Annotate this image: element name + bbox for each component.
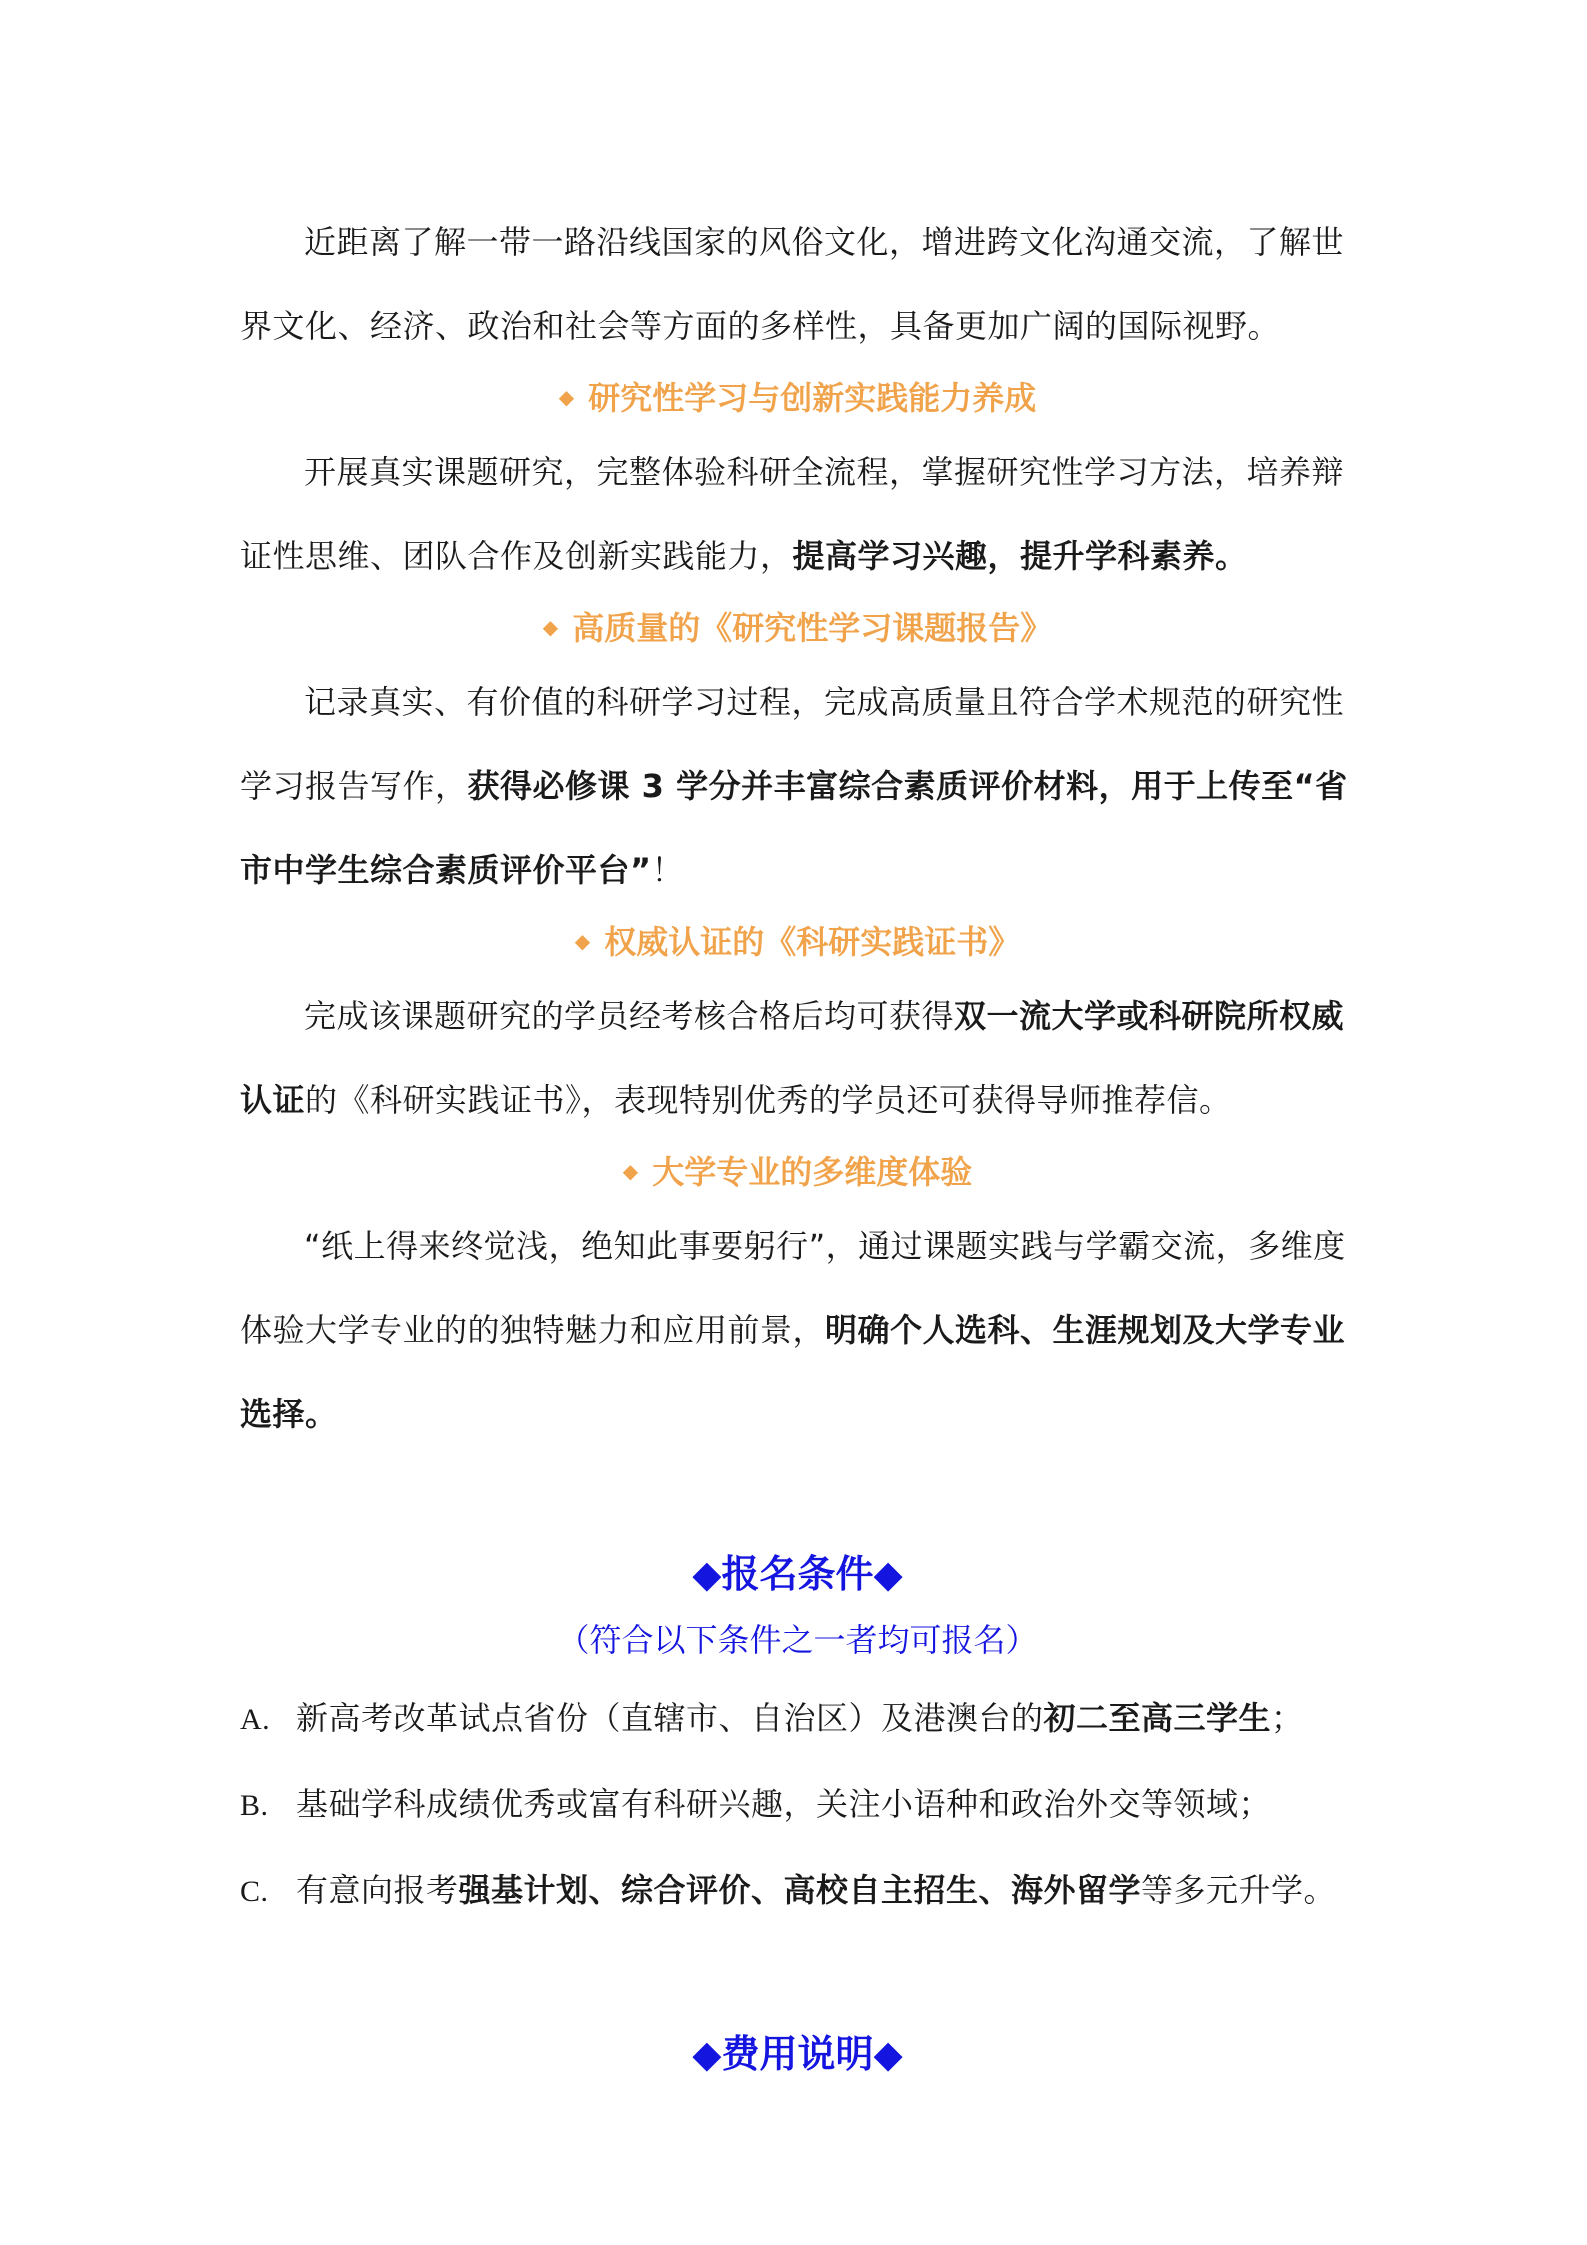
diamond-icon: ◆ [542, 615, 559, 639]
enroll-subtitle: （符合以下条件之一者均可报名） [557, 1621, 1038, 1659]
section-paragraph: 开展真实课题研究，完整体验科研全流程，掌握研究性学习方法，培养辩证性思维、团队合作及创新实践能力，提高学习兴趣，提升学科素养。 [240, 453, 1345, 575]
list-item: A. 新高考改革试点省份（直辖市、自治区）及港澳台的初二至高三学生； [240, 1699, 1304, 1737]
section-heading: ◆ 权威认证的《科研实践证书》 [574, 923, 1021, 961]
section-heading: ◆ 高质量的《研究性学习课题报告》 [542, 609, 1053, 647]
section-paragraph: 记录真实、有价值的科研学习过程，完成高质量且符合学术规范的研究性学习报告写作，获得必修课 3 学分并丰富综合素质评价材料，用于上传至“省市中学生综合素质评价平台”！ [240, 683, 1348, 889]
section-heading: ◆ 研究性学习与创新实践能力养成 [558, 379, 1037, 417]
diamond-icon: ◆ [558, 385, 575, 409]
list-item: C. 有意向报考强基计划、综合评价、高校自主招生、海外留学等多元升学。 [240, 1871, 1337, 1909]
section-paragraph: “纸上得来终觉浅，绝知此事要躬行”，通过课题实践与学霸交流，多维度体验大学专业的的独特魅力和应用前景，明确个人选科、生涯规划及大学专业选择。 [240, 1227, 1346, 1433]
diamond-icon: ◆ [574, 929, 591, 953]
list-item: B. 基础学科成绩优秀或富有科研兴趣，关注小语种和政治外交等领域； [240, 1785, 1272, 1823]
enroll-title: ◆报名条件◆ [692, 1552, 903, 1596]
document-page [240, 200, 1355, 2084]
diamond-icon: ◆ [622, 1159, 639, 1183]
intro-paragraph: 近距离了解一带一路沿线国家的风俗文化，增进跨文化沟通交流，了解世界文化、经济、政治和社会等方面的多样性，具备更加广阔的国际视野。 [240, 223, 1345, 345]
section-heading: ◆ 大学专业的多维度体验 [622, 1153, 973, 1191]
section-paragraph: 完成该课题研究的学员经考核合格后均可获得双一流大学或科研院所权威认证的《科研实践证书》，表现特别优秀的学员还可获得导师推荐信。 [240, 997, 1345, 1119]
fee-title: ◆费用说明◆ [692, 2032, 903, 2076]
